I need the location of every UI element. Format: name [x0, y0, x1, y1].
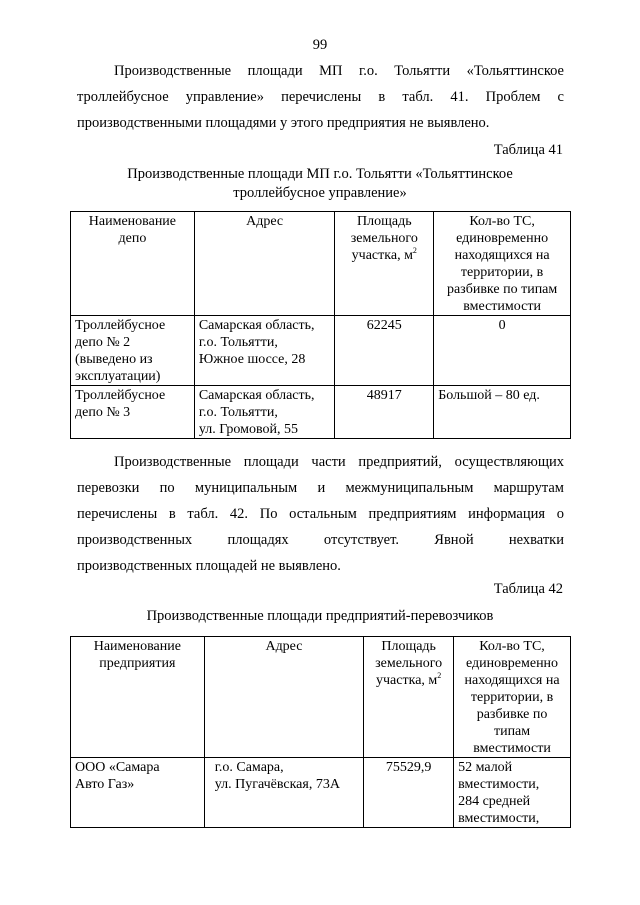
- paragraph-line: троллейбусное управление» перечислены в табл. 41. Проблем с: [77, 89, 564, 105]
- header-area-sup: 2: [437, 671, 442, 680]
- cell-line: Самарская область,: [198, 318, 315, 333]
- cell-line: ул. Пугачёвская, 73А: [214, 777, 340, 792]
- cell-depot-name: [71, 316, 195, 386]
- cell-line: Самарская область,: [198, 388, 315, 403]
- page-number: 99: [312, 37, 328, 53]
- cell-area: 62245: [335, 316, 434, 386]
- table-title-line: троллейбусное управление»: [233, 185, 407, 201]
- cell-line: Троллейбусное: [75, 318, 166, 333]
- cell-line: 284 средней: [458, 794, 531, 809]
- cell-line: депо № 2: [75, 335, 131, 350]
- table-row: [71, 316, 571, 386]
- paragraph-line: перевозки по муниципальным и межмуниципальным маршрутам: [77, 480, 564, 496]
- paragraph-line: производственных площадей не выявлено.: [77, 558, 341, 574]
- paragraph-1: [77, 58, 564, 136]
- cell-vehicle-count: Большой – 80 ед.: [434, 386, 571, 439]
- table-42-label: Таблица 42: [493, 581, 563, 597]
- table-row: [71, 386, 571, 439]
- table-41: [70, 211, 571, 439]
- cell-line: ООО «Самара: [75, 760, 160, 775]
- header-address: Адрес: [204, 637, 363, 758]
- header-enterprise-name: Наименование предприятия: [71, 637, 205, 758]
- cell-line: вместимости,: [458, 777, 540, 792]
- table-41-title: [70, 165, 570, 203]
- cell-depot-name: [71, 386, 195, 439]
- cell-line: г.о. Самара,: [214, 760, 284, 775]
- header-area-text: Площадь земельного участка, м: [350, 214, 418, 263]
- table-row: [71, 758, 571, 828]
- header-vehicle-count: Кол-во ТС, единовременно находящихся на территории, в разбивке по типам вместимости: [454, 637, 571, 758]
- cell-area: 48917: [335, 386, 434, 439]
- header-area-sup: 2: [412, 246, 417, 255]
- paragraph-line: Производственные площади части предприятий, осуществляющих: [114, 454, 564, 470]
- paragraph-line: Производственные площади МП г.о. Тольятти «Тольяттинское: [114, 63, 564, 79]
- header-area-text: Площадь земельного участка, м: [375, 639, 443, 688]
- cell-enterprise-name: [71, 758, 205, 828]
- cell-line: эксплуатации): [75, 369, 161, 384]
- cell-line: Авто Газ»: [75, 777, 135, 792]
- cell-line: Южное шоссе, 28: [198, 352, 306, 367]
- cell-line: депо № 3: [75, 405, 131, 420]
- cell-address: [194, 386, 335, 439]
- cell-vehicle-count: 0: [434, 316, 571, 386]
- cell-line: г.о. Тольятти,: [198, 335, 278, 350]
- header-area: [335, 212, 434, 316]
- header-vehicle-count: Кол-во ТС, единовременно находящихся на территории, в разбивке по типам вместимости: [434, 212, 571, 316]
- cell-address: [194, 316, 335, 386]
- cell-line: 52 малой: [458, 760, 513, 775]
- paragraph-line: перечислены в табл. 42. По остальным предприятиям информация о: [77, 506, 564, 522]
- cell-line: Троллейбусное: [75, 388, 166, 403]
- table-header-row: [71, 212, 571, 316]
- cell-line: ул. Громовой, 55: [198, 422, 299, 437]
- cell-vehicle-count: [454, 758, 571, 828]
- table-42-title: Производственные площади предприятий-перевозчиков: [146, 608, 494, 624]
- table-title-line: Производственные площади МП г.о. Тольятти «Тольяттинское: [127, 166, 513, 182]
- cell-line: (выведено из: [75, 352, 153, 367]
- header-area: [364, 637, 454, 758]
- cell-line: вместимости,: [458, 811, 540, 826]
- table-42: [70, 636, 571, 828]
- table-header-row: [71, 637, 571, 758]
- paragraph-2: [77, 449, 564, 579]
- cell-area: 75529,9: [364, 758, 454, 828]
- paragraph-line: производственными площадями у этого предприятия не выявлено.: [77, 115, 490, 131]
- paragraph-line: производственных площадях отсутствует. Явной нехватки: [77, 532, 564, 548]
- header-depot-name: Наименование депо: [71, 212, 195, 316]
- cell-address: [204, 758, 363, 828]
- table-41-label: Таблица 41: [493, 142, 563, 158]
- header-address: Адрес: [194, 212, 335, 316]
- cell-line: г.о. Тольятти,: [198, 405, 278, 420]
